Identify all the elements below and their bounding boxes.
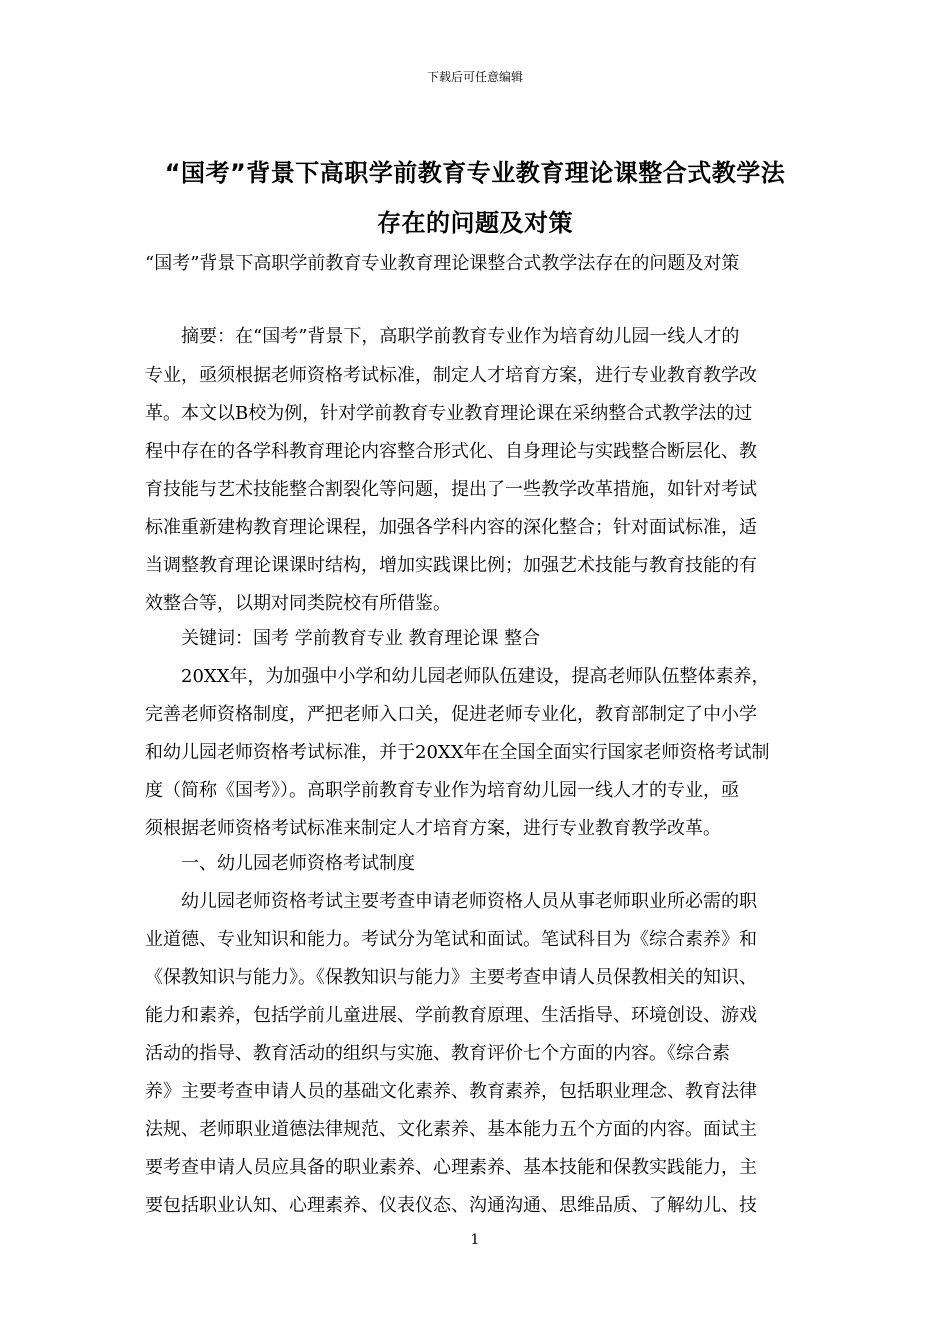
text-line: 业道德、专业知识和能力。考试分为笔试和面试。笔试科目为《综合素养》和 — [145, 929, 757, 950]
text-line: 要考查申请人员应具备的职业素养、心理素养、基本技能和保教实践能力，主 — [145, 1157, 757, 1178]
text-line: 专业，亟须根据老师资格考试标准，制定人才培育方案，进行专业教育教学改 — [145, 365, 757, 386]
document-title-line-1: “国考”背景下高职学前教育专业教育理论课整合式教学法 — [164, 159, 786, 187]
page-number: 1 — [470, 1232, 480, 1248]
text-line: 标准重新建构教育理论课程，加强各学科内容的深化整合；针对面试标准，适 — [145, 517, 757, 538]
document-title-line-2: 存在的问题及对策 — [377, 209, 573, 237]
text-line: 度（简称《国考》）。高职学前教育专业作为培育幼儿园一线人才的专业，亟 — [145, 780, 739, 801]
text-line: 要包括职业认知、心理素养、仪表仪态、沟通沟通、思维品质、了解幼儿、技 — [145, 1195, 757, 1216]
page-header-note: 下载后可任意编辑 — [426, 70, 523, 84]
text-line: 须根据老师资格考试标准来制定人才培育方案，进行专业教育教学改革。 — [145, 818, 721, 839]
keywords-line: 关键词：国考 学前教育专业 教育理论课 整合 — [145, 628, 541, 649]
text-line: 和幼儿园老师资格考试标准，并于20XX年在全国全面实行国家老师资格考试制 — [145, 742, 770, 763]
text-line: 革。本文以B校为例，针对学前教育专业教育理论课在采纳整合式教学法的过 — [145, 403, 753, 424]
text-line: 育技能与艺术技能整合割裂化等问题，提出了一些教学改革措施，如针对考试 — [145, 479, 757, 500]
text-line: 活动的指导、教育活动的组织与实施、教育评价七个方面的内容。《综合素 — [145, 1043, 730, 1064]
text-line: 法规、老师职业道德法律规范、文化素养、基本能力五个方面的内容。面试主 — [145, 1119, 757, 1140]
text-line: 摘要：在“国考”背景下，高职学前教育专业作为培育幼儿园一线人才的 — [145, 326, 740, 347]
text-line: 《保教知识与能力》。《保教知识与能力》主要考查申请人员保教相关的知识、 — [145, 967, 757, 988]
text-line: 当调整教育理论课课时结构，增加实践课比例；加强艺术技能与教育技能的有 — [145, 555, 757, 576]
document-subtitle: “国考”背景下高职学前教育专业教育理论课整合式教学法存在的问题及对策 — [145, 253, 740, 274]
text-line: 养》主要考查申请人员的基础文化素养、教育素养，包括职业理念、教育法律 — [145, 1081, 757, 1102]
text-line: 能力和素养，包括学前儿童进展、学前教育原理、生活指导、环境创设、游戏 — [145, 1005, 757, 1026]
text-line: 完善老师资格制度，严把老师入口关，促进老师专业化，教育部制定了中小学 — [145, 704, 757, 725]
text-line: 效整合等，以期对同类院校有所借鉴。 — [145, 593, 451, 614]
text-line: 幼儿园老师资格考试主要考查申请老师资格人员从事老师职业所必需的职 — [145, 891, 757, 912]
section-heading: 一、幼儿园老师资格考试制度 — [145, 853, 415, 874]
text-line: 程中存在的各学科教育理论内容整合形式化、自身理论与实践整合断层化、教 — [145, 441, 757, 462]
text-line: 20XX年，为加强中小学和幼儿园老师队伍建设，提高老师队伍整体素养， — [145, 666, 770, 687]
